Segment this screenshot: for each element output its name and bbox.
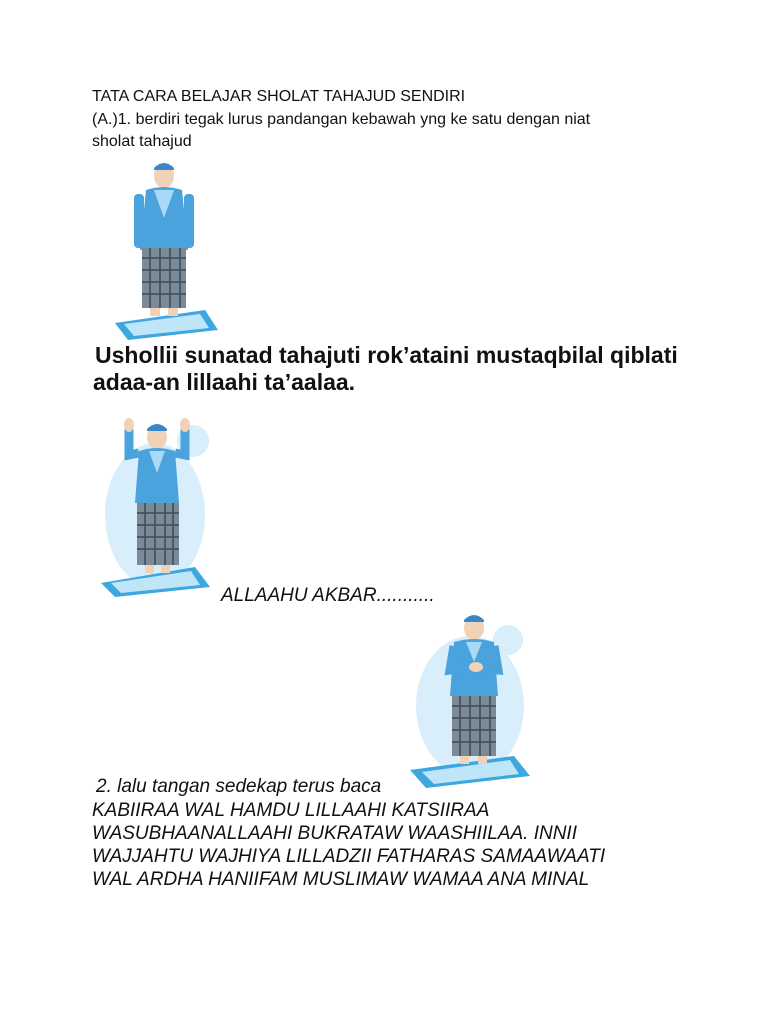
step-a-text-cont: sholat tahajud (92, 133, 192, 150)
takbir-text: ALLAAHU AKBAR........... (221, 585, 435, 606)
step-a-text: (A.)1. berdiri tegak lurus pandangan kebawah yng ke satu dengan niat (92, 111, 591, 128)
doa-line: WASUBHAANALLAAHI BUKRATAW WAASHIILAA. INNII (92, 823, 577, 844)
sedekap-figure-illustration (404, 610, 534, 788)
standing-figure-illustration (110, 158, 220, 340)
niat-text-cont: adaa-an lillaahi ta’aalaa. (93, 369, 356, 395)
doa-line: WAL ARDHA HANIIFAM MUSLIMAW WAMAA ANA MINAL (92, 869, 590, 890)
doa-line: KABIIRAA WAL HAMDU LILLAAHI KATSIIRAA (92, 800, 490, 821)
takbir-figure-illustration (95, 415, 215, 597)
niat-text: Ushollii sunatad tahajuti rok’ataini mustaqbilal qiblati (95, 342, 678, 368)
doa-line: WAJJAHTU WAJHIYA LILLADZII FATHARAS SAMAAWAATI (92, 846, 606, 867)
page-title: TATA CARA BELAJAR SHOLAT TAHAJUD SENDIRI (92, 88, 466, 105)
step-2-text: 2. lalu tangan sedekap terus baca (96, 776, 382, 797)
